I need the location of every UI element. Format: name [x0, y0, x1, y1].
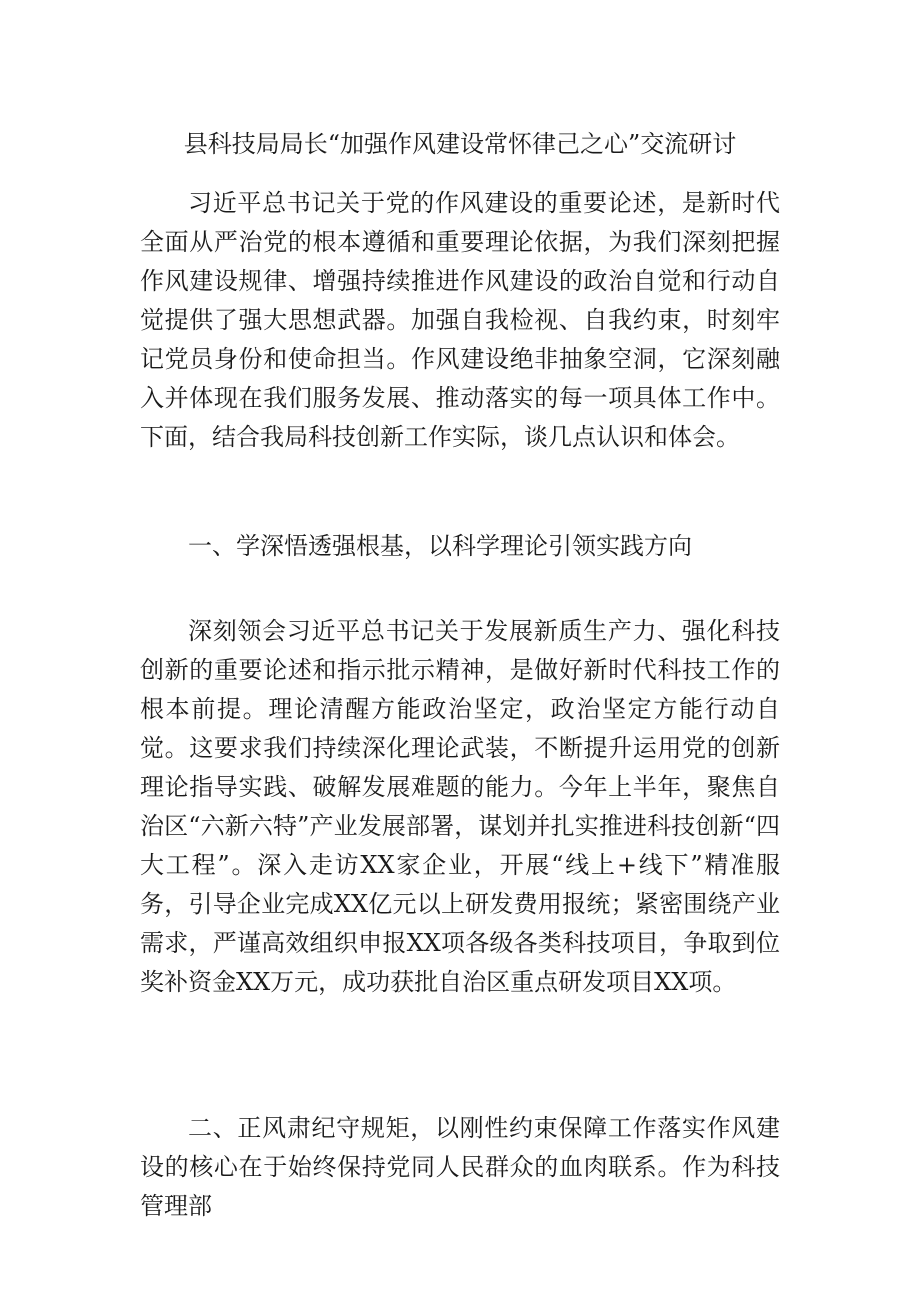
- document-title: 县科技局局长“加强作风建设常怀律己之心”交流研讨: [183, 130, 737, 158]
- paragraph-section-2: 二、正风肃纪守规矩，以刚性约束保障工作落实作风建设的核心在于始终保持党同人民群众的血肉联系。作为科技管理部: [140, 1114, 780, 1220]
- paragraph-section-1: 深刻领会习近平总书记关于发展新质生产力、强化科技创新的重要论述和指示批示精神，是做好新时代科技工作的根本前提。理论清醒方能政治坚定，政治坚定方能行动自觉。这要求我们持续深化理论武装，不断提升运用党的创新理论指导实践、破解发展难题的能力。今年上半年，聚焦自治区“六新六特”产业发展部署，谋划并扎实推进科技创新“四大工程”。深入走访XX家企业，开展“线上+线下”精准服务，引导企业完成XX亿元以上研发费用报统；紧密围绕产业需求，严谨高效组织申报XX项各级各类科技项目，争取到位奖补资金XX万元，成功获批自治区重点研发项目XX项。: [140, 617, 780, 996]
- section-heading-1: 一、学深悟透强根基，以科学理论引领实践方向: [188, 532, 692, 560]
- paragraph-intro: 习近平总书记关于党的作风建设的重要论述，是新时代全面从严治党的根本遵循和重要理论依据，为我们深刻把握作风建设规律、增强持续推进作风建设的政治自觉和行动自觉提供了强大思想武器。加强自我检视、自我约束，时刻牢记党员身份和使命担当。作风建设绝非抽象空洞，它深刻融入并体现在我们服务发展、推动落实的每一项具体工作中。下面，结合我局科技创新工作实际，谈几点认识和体会。: [140, 189, 780, 451]
